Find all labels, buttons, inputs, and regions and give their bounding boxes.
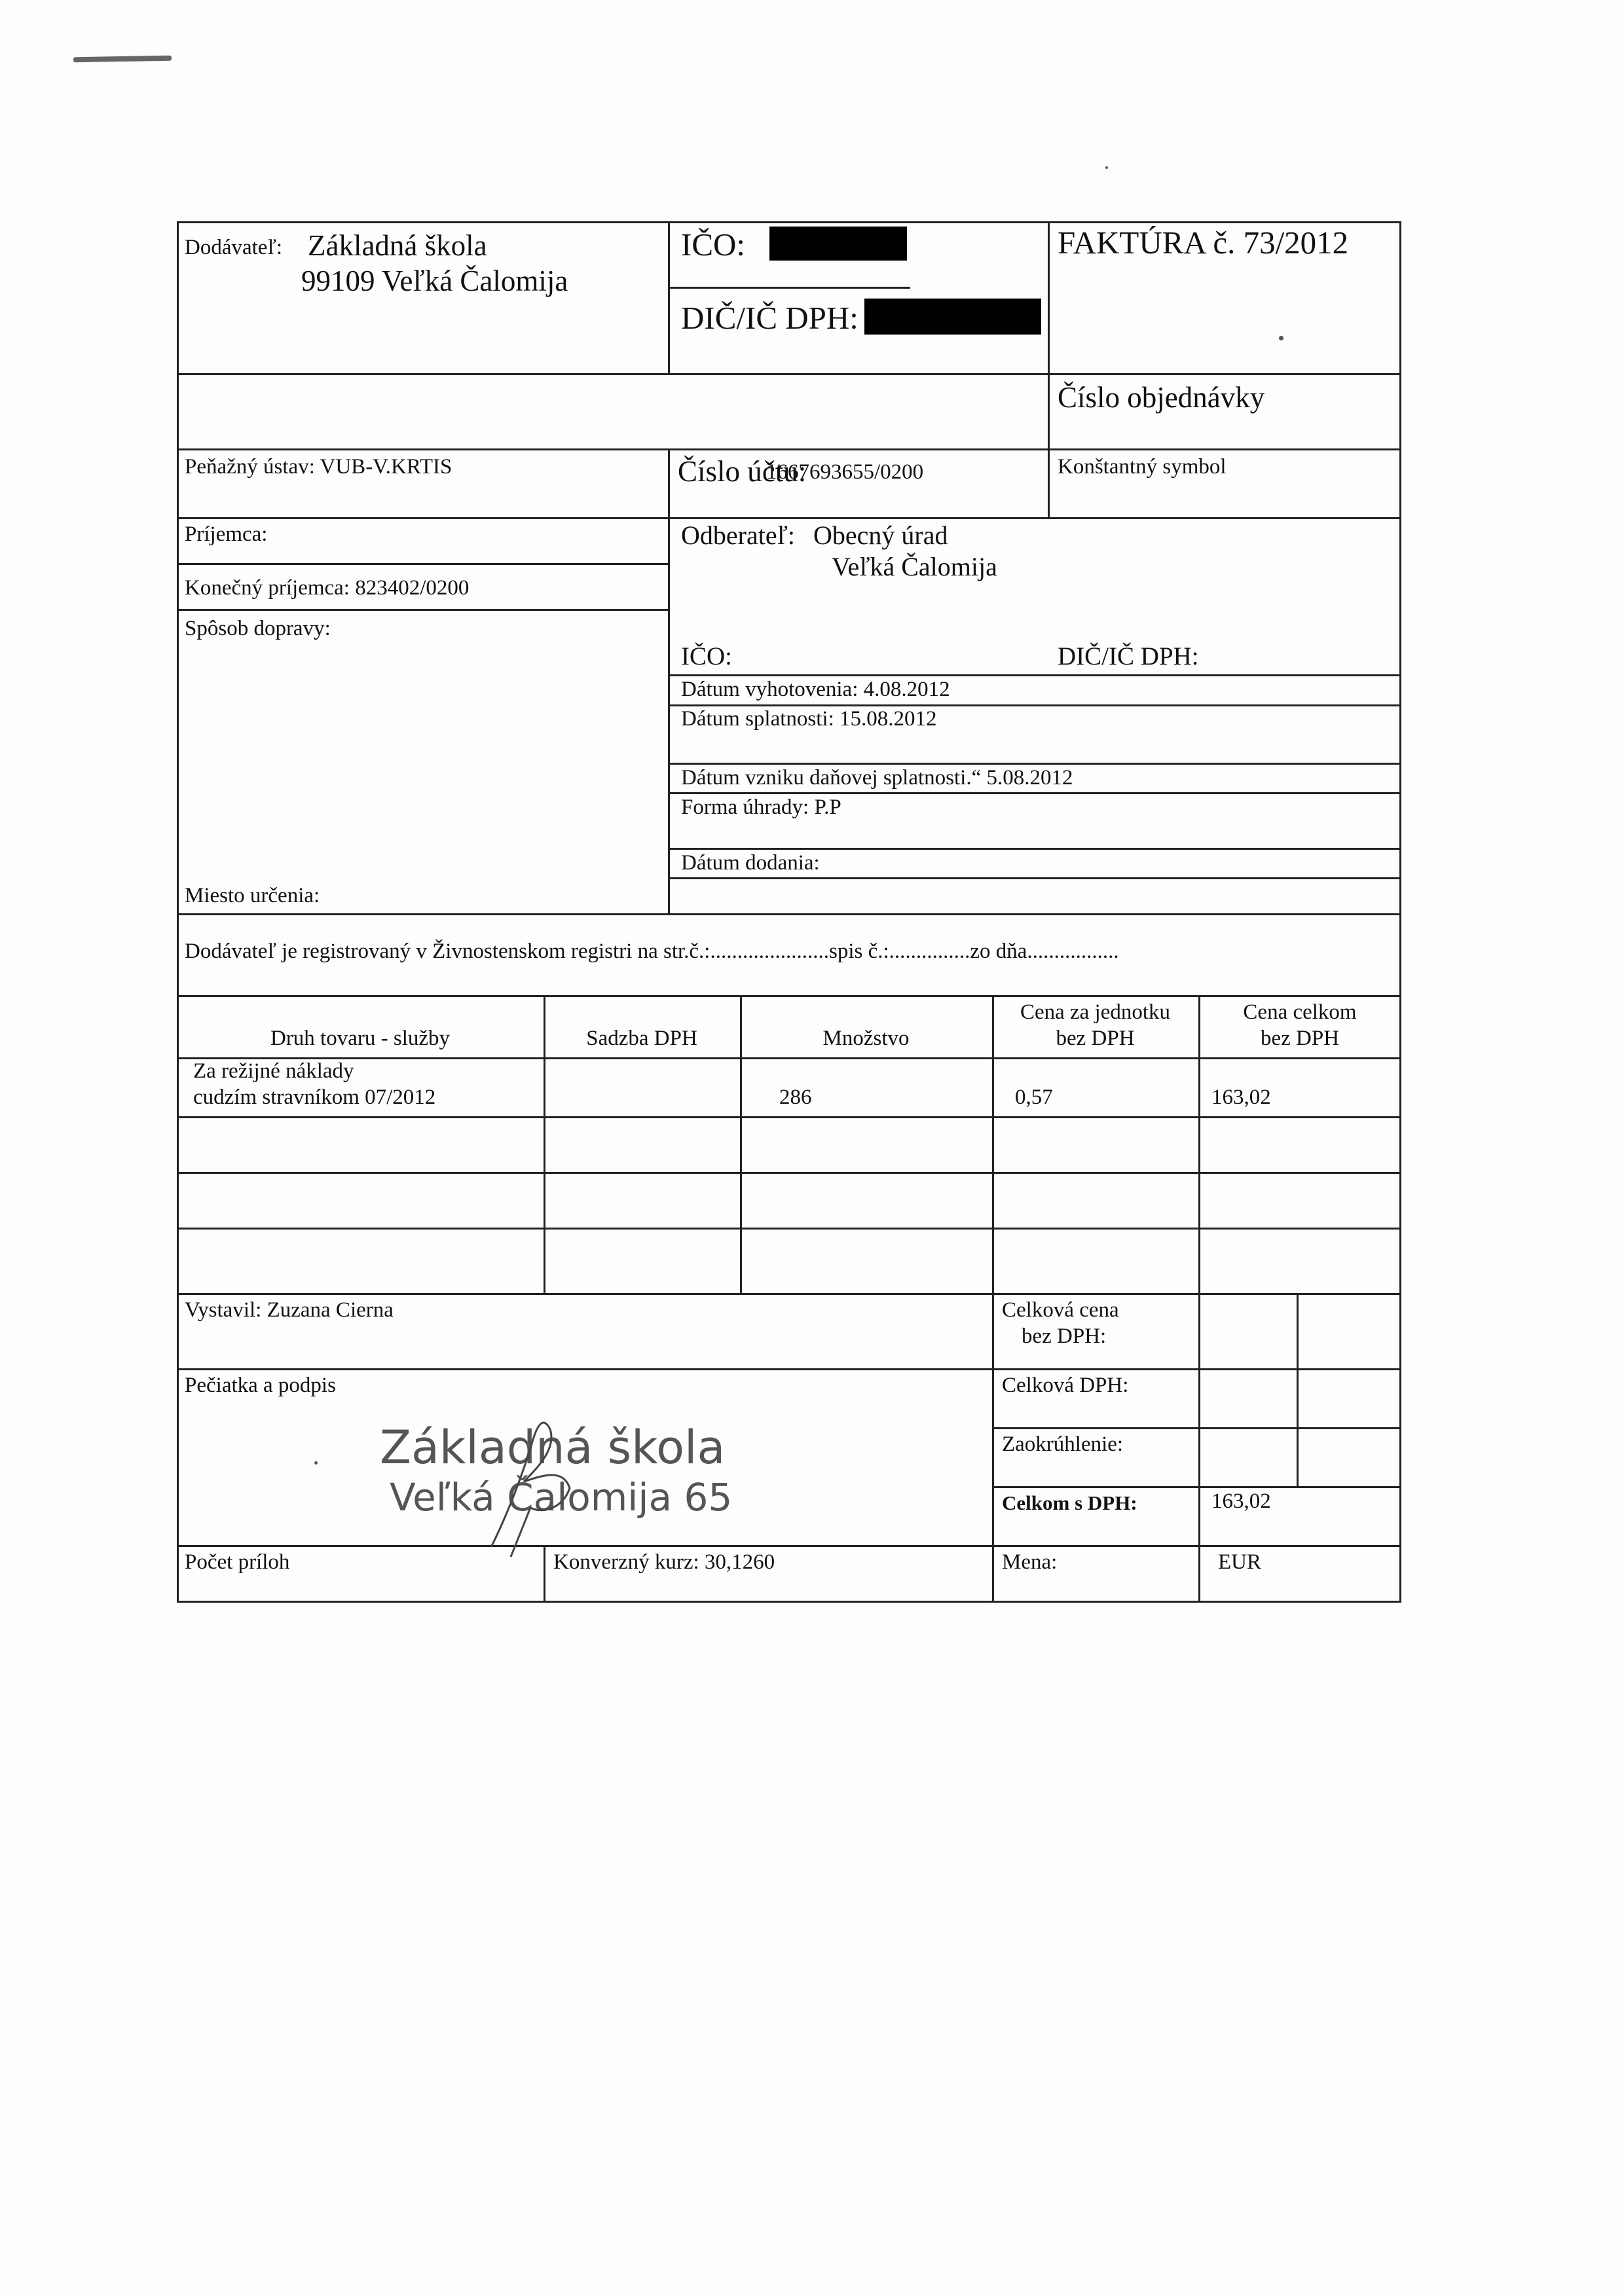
customer-name: Obecný úrad: [813, 520, 948, 550]
supplier-name: Základná škola: [308, 229, 487, 262]
rule: [668, 877, 1401, 879]
customer-dic-label: DIČ/IČ DPH:: [1058, 642, 1199, 670]
payment-form: Forma úhrady: P.P: [681, 795, 841, 819]
rule: [177, 609, 668, 611]
account-number: 1667693655/0200: [766, 460, 924, 484]
recipient-label: Príjemca:: [185, 522, 268, 546]
border-bottom: [177, 1601, 1401, 1603]
rule: [1048, 221, 1050, 517]
rule: [177, 448, 1401, 450]
rule: [992, 1486, 1401, 1488]
rule: [177, 373, 1401, 375]
item-description-line2: cudzím stravníkom 07/2012: [193, 1085, 436, 1109]
col-quantity: Množstvo: [822, 1027, 910, 1050]
rule: [668, 448, 670, 913]
scan-speck: [1105, 166, 1108, 169]
col-unit-price-sub: bez DPH: [1056, 1027, 1135, 1050]
rule: [668, 848, 1401, 850]
col-unit-price: Cena za jednotku: [1020, 1000, 1171, 1024]
redacted-ico: [769, 227, 907, 261]
order-number-label: Číslo objednávky: [1058, 381, 1265, 414]
item-description: Za režijné náklady: [193, 1059, 354, 1083]
currency-label: Mena:: [1002, 1550, 1058, 1574]
supplier-address: 99109 Veľká Čalomija: [301, 264, 568, 297]
total-no-vat-label: Celková cena: [1002, 1298, 1119, 1322]
rule: [177, 563, 668, 565]
border-left: [177, 221, 179, 1603]
rule: [668, 763, 1401, 765]
stamp-signature-label: Pečiatka a podpis: [185, 1374, 336, 1397]
col-total-sub: bez DPH: [1260, 1027, 1340, 1050]
item-unit-price: 0,57: [1015, 1085, 1053, 1109]
rule: [177, 1172, 1401, 1174]
item-quantity: 286: [779, 1085, 812, 1109]
supplier-ico-label: IČO:: [681, 227, 745, 263]
invoice-form: [177, 221, 1401, 1603]
border-right: [1399, 221, 1401, 1603]
stamp-line1: Základná škola: [380, 1421, 726, 1474]
rule: [668, 221, 670, 373]
customer-ico-label: IČO:: [681, 642, 732, 670]
final-recipient: Konečný príjemca: 823402/0200: [185, 576, 470, 600]
currency-value: EUR: [1218, 1550, 1261, 1574]
rule: [1198, 1293, 1200, 1601]
rule: [177, 1057, 1401, 1059]
stamp-line2: Veľká Čalomija 65: [390, 1475, 733, 1520]
issued-by: Vystavil: Zuzana Cierna: [185, 1298, 394, 1322]
bank-label: Peňažný ústav: VUB-V.KRTIS: [185, 455, 452, 479]
attachments-label: Počet príloh: [185, 1550, 290, 1574]
rule: [1297, 1293, 1299, 1486]
signature: [465, 1410, 596, 1560]
rule: [177, 1293, 1401, 1295]
due-date: Dátum splatnosti: 15.08.2012: [681, 707, 937, 731]
customer-label: Odberateľ:: [681, 520, 795, 550]
scan-mark: [73, 56, 172, 63]
rule: [177, 1116, 1401, 1118]
total-with-vat-value: 163,02: [1211, 1489, 1271, 1513]
col-vat-rate: Sadzba DPH: [586, 1027, 697, 1050]
rule: [668, 287, 910, 289]
delivery-date-label: Dátum dodania:: [681, 851, 820, 875]
rule: [177, 995, 1401, 997]
rounding-label: Zaokrúhlenie:: [1002, 1432, 1124, 1456]
customer-address: Veľká Čalomija: [832, 552, 997, 581]
constant-symbol-label: Konštantný symbol: [1058, 455, 1227, 479]
destination-label: Miesto určenia:: [185, 884, 320, 907]
rule: [992, 1427, 1401, 1429]
rule: [177, 1228, 1401, 1230]
account-label: Číslo účtu:: [678, 455, 807, 488]
total-with-vat-label: Celkom s DPH:: [1002, 1491, 1137, 1514]
supplier-label: Dodávateľ:: [185, 236, 283, 259]
issue-date: Dátum vyhotovenia: 4.08.2012: [681, 678, 950, 701]
rule: [177, 1368, 1401, 1370]
col-description: Druh tovaru - služby: [270, 1027, 451, 1050]
item-total: 163,02: [1211, 1085, 1271, 1109]
rule: [668, 674, 1401, 676]
col-total: Cena celkom: [1243, 1000, 1357, 1024]
rule: [177, 1545, 1401, 1547]
rule: [177, 517, 1401, 519]
rule: [668, 704, 1401, 706]
invoice-title: FAKTÚRA č. 73/2012: [1058, 225, 1349, 261]
supplier-dic-label: DIČ/IČ DPH:: [681, 300, 858, 336]
border-top: [177, 221, 1401, 223]
rule: [992, 995, 994, 1601]
total-no-vat-label-line2: bez DPH:: [1022, 1324, 1107, 1348]
rule: [177, 913, 1401, 915]
rule: [668, 792, 1401, 794]
registry-note: Dodávateľ je registrovaný v Živnostenskom registri na str.č.:......................spis č.:...............zo dňa.................: [185, 939, 1119, 963]
exchange-rate: Konverzný kurz: 30,1260: [553, 1550, 775, 1574]
redacted-dic: [864, 299, 1041, 335]
total-vat-label: Celková DPH:: [1002, 1374, 1129, 1397]
tax-date: Dátum vzniku daňovej splatnosti.“ 5.08.2012: [681, 766, 1073, 790]
transport-label: Spôsob dopravy:: [185, 617, 331, 640]
